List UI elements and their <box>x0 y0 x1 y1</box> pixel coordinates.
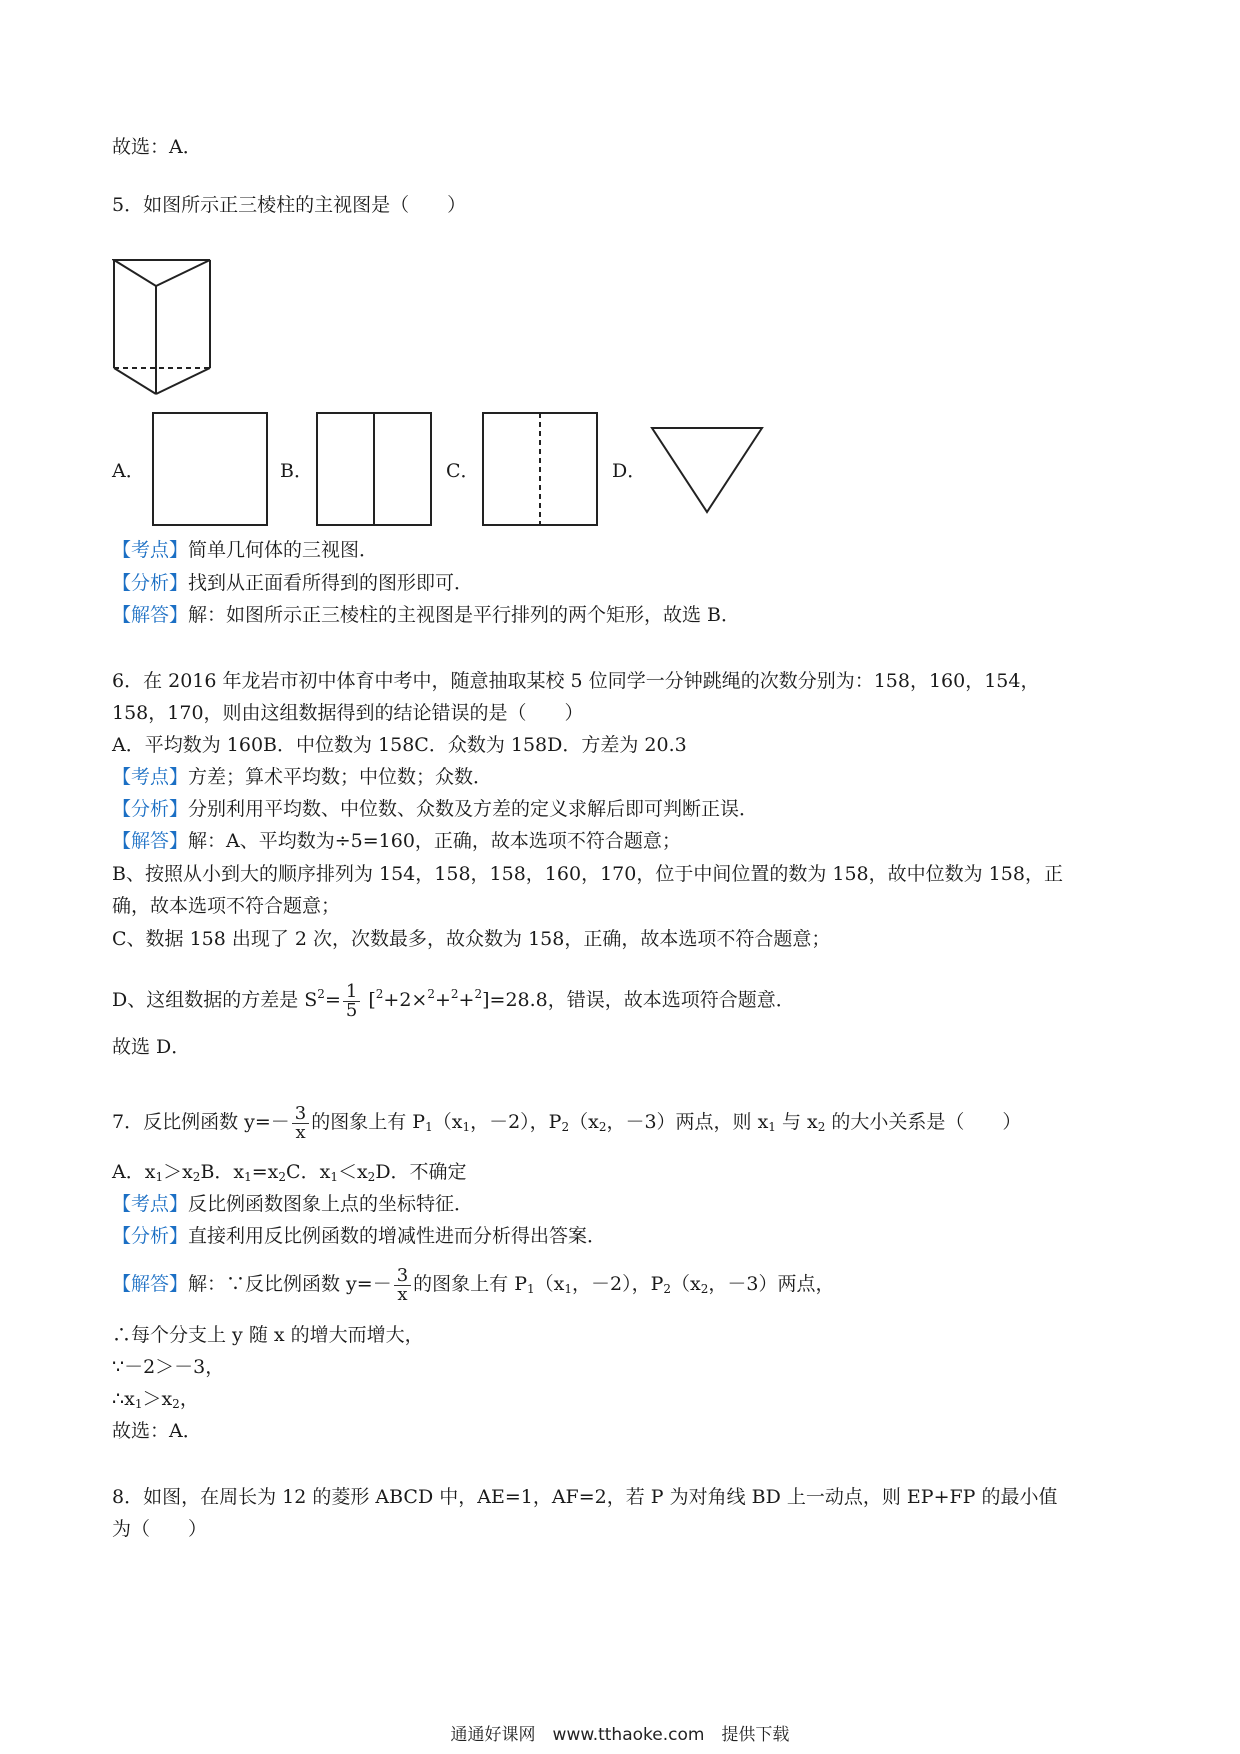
q4-answer: 故选：A． <box>112 136 202 158</box>
variance-fraction: $\frac{1}{5}$ <box>343 983 360 1020</box>
q5-option-c-label: C． <box>446 460 480 482</box>
q8-stem-line1: 8．如图，在周长为 12 的菱形 ABCD 中，AE=1，AF=2，若 P 为对角线 BD 上一动点，则 EP+FP 的最小值 <box>112 1486 1058 1508</box>
prism-top-face <box>114 260 210 286</box>
q6-answer: 故选 D． <box>112 1036 191 1058</box>
q6-b-line1: B、按照从小到大的顺序排列为 154，158，158，160，170，位于中间位置的数为 158，故中位数为 158，正 <box>112 863 1063 885</box>
page-footer: 通通好课网 www.tthaoke.com 提供下载 <box>450 1725 790 1745</box>
q6-stem-line1: 6．在 2016 年龙岩市初中体育中考中，随意抽取某校 5 位同学一分钟跳绳的次数分别为：158，160，154， <box>112 670 1040 692</box>
q5-kaodian: 【考点】简单几何体的三视图． <box>112 539 379 561</box>
q7-jieda-fraction: $\frac{3}{x}$ <box>394 1267 411 1304</box>
option-c-figure <box>482 412 600 528</box>
q7-options: A．$x_1>x_2B$．$x_1=x_2C$．$x_1<x_2D$．不确定 <box>112 1161 467 1184</box>
q6-kaodian: 【考点】方差；算术平均数；中位数；众数． <box>112 766 493 788</box>
q8-stem-line2: 为（ ） <box>112 1518 208 1540</box>
q5-option-a-label: A． <box>112 460 145 482</box>
q5-stem: 5．如图所示正三棱柱的主视图是（ ） <box>112 194 467 216</box>
prism-figure <box>112 258 217 398</box>
q5-option-d-label: D． <box>612 460 647 482</box>
q7-step1: ∴每个分支上 y 随 x 的增大而增大， <box>112 1324 424 1346</box>
q7-answer: 故选：A． <box>112 1420 202 1442</box>
q7-fenxi: 【分析】直接利用反比例函数的增减性进而分析得出答案． <box>112 1225 607 1247</box>
q7-step2: ∵－2＞－3， <box>112 1356 225 1378</box>
q7-step3: $\therefore x_1>x_2$， <box>112 1388 199 1411</box>
prism-bottom-right <box>156 368 210 394</box>
q6-b-line2: 确，故本选项不符合题意； <box>112 895 341 917</box>
q6-jieda: 【解答】解：A、平均数为÷5=160，正确，故本选项不符合题意； <box>112 830 681 852</box>
q7-kaodian: 【考点】反比例函数图象上点的坐标特征． <box>112 1193 474 1215</box>
option-a-figure <box>152 412 270 528</box>
q5-fenxi: 【分析】找到从正面看所得到的图形即可． <box>112 572 474 594</box>
q6-fenxi: 【分析】分别利用平均数、中位数、众数及方差的定义求解后即可判断正误． <box>112 798 759 820</box>
prism-bottom-left <box>114 368 156 394</box>
option-b-figure <box>316 412 434 528</box>
option-d-figure <box>648 424 766 516</box>
q6-stem-line2: 158，170，则由这组数据得到的结论错误的是（ ） <box>112 702 584 724</box>
q5-jieda: 【解答】解：如图所示正三棱柱的主视图是平行排列的两个矩形，故选 B． <box>112 604 741 626</box>
q5-option-b-label: B． <box>280 460 313 482</box>
q7-jieda: 【解答】解：∵反比例函数 y=－ $\frac{3}{x}$ 的图象上有 $P_1(x_1$，－2），$P_2(x_2$，－3）两点， <box>112 1264 835 1305</box>
q6-d-line: D、这组数据的方差是 $S^2=$ $\frac{1}{5}$ [$^2$+2×$^2$+$^2$+$^2$]=28.8，错误，故本选项符合题意． <box>112 980 795 1021</box>
q6-c-line: C、数据 158 出现了 2 次，次数最多，故众数为 158，正确，故本选项不符合题意； <box>112 928 831 950</box>
q7-stem: 7．反比例函数 y=－ $\frac{3}{x}$ 的图象上有 $P_1(x_1$，－2），$P_2(x_2$，－3）两点，则 $x_1$ 与 $x_2$ 的大小关系是（ ） <box>112 1102 1022 1143</box>
q6-options: A．平均数为 160B．中位数为 158C．众数为 158D．方差为 20.3 <box>112 734 687 756</box>
q7-stem-fraction: $\frac{3}{x}$ <box>292 1105 309 1142</box>
